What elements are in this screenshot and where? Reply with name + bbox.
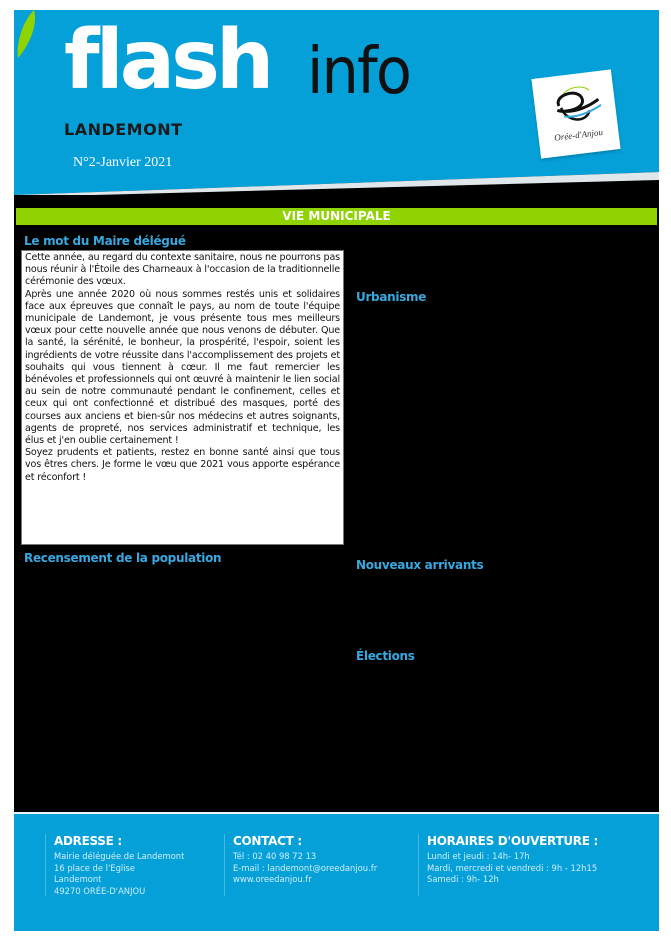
section-bar-vie-municipale: VIE MUNICIPALE [16,208,657,225]
heading-recensement: Recensement de la population [24,551,222,565]
address-line: Mairie déléguée de Landemont [54,851,185,861]
title-flash: flash [64,13,271,108]
address-line: 49270 ORÉE-D'ANJOU [54,885,146,896]
town-name: LANDEMONT [64,120,183,139]
logo-text: Orée-d'Anjou [553,126,604,143]
heading-nouveaux-arrivants: Nouveaux arrivants [356,558,484,572]
oree-anjou-logo [531,69,620,158]
heading-mot-du-maire: Le mot du Maire délégué [24,234,186,248]
newsletter-page [14,10,659,931]
hours-line: Mardi, mercredi et vendredi : 9h - 12h15 [427,862,598,873]
address-line: Landemont [54,874,102,884]
masthead [14,10,659,195]
address-line: 16 place de l'Eglise [54,862,136,873]
contact-title: CONTACT : [233,834,302,848]
hours-line: Samedi : 9h- 12h [427,874,499,884]
paragraph: Soyez prudents et patients, restez en bonne santé ainsi que tous vos êtres chers. Je forme le vœu que 2021 vous apporte espérance et réconfort ! [25,447,340,483]
heading-elections: Élections [356,649,415,663]
paragraph: Cette année, au regard du contexte sanitaire, nous ne pourrons pas nous réunir à l'Étoile des Charneaux à l'occasion de la traditionnelle cérémonie des vœux. [25,252,340,288]
paragraph: Après une année 2020 où nous sommes restés unis et solidaires face aux épreuves que connaît le pays, au nom de toute l'équipe municipale de Landemont, je vous présente tous mes meilleurs vœux pour cette nouvelle année que nous venons de débuter. Que la santé, la sérénité, le bonheur, la prospérité, l'espoir, soient les ingrédients de votre réussite dans l'accomplissement des projets et souhaits qui vous tiennent à cœur. Il me faut remercier les bénévoles et professionnels qui ont œuvré à maintenir le lien social au sein de notre communauté pendant le confinement, celles et ceux qui ont confectionné et distribué des masques, porté des courses aux anciens et bien-sûr nos médecins et autres soignants, agents de propreté, nos services administratif et technique, les élus et j'en oublie certainement ! [25,288,340,447]
hours-line: Lundi et jeudi : 14h- 17h [427,851,530,861]
heading-urbanisme: Urbanisme [356,290,427,304]
footer-address [45,834,184,896]
hours-title: HORAIRES D'OUVERTURE : [427,834,599,848]
title-info: info [307,35,411,109]
footer-hours [418,834,598,896]
leaf-icon [14,10,38,60]
contact-phone: Tél : 02 40 98 72 13 [233,851,317,861]
contact-website-link[interactable]: www.oreedanjou.fr [233,874,312,884]
footer [14,812,659,931]
contact-email-link[interactable]: E-mail : landemont@oreedanjou.fr [233,862,378,873]
footer-contact [224,834,377,896]
address-title: ADRESSE : [54,834,122,848]
mot-du-maire-text [21,250,344,545]
issue-number: N°2-Janvier 2021 [73,155,173,170]
